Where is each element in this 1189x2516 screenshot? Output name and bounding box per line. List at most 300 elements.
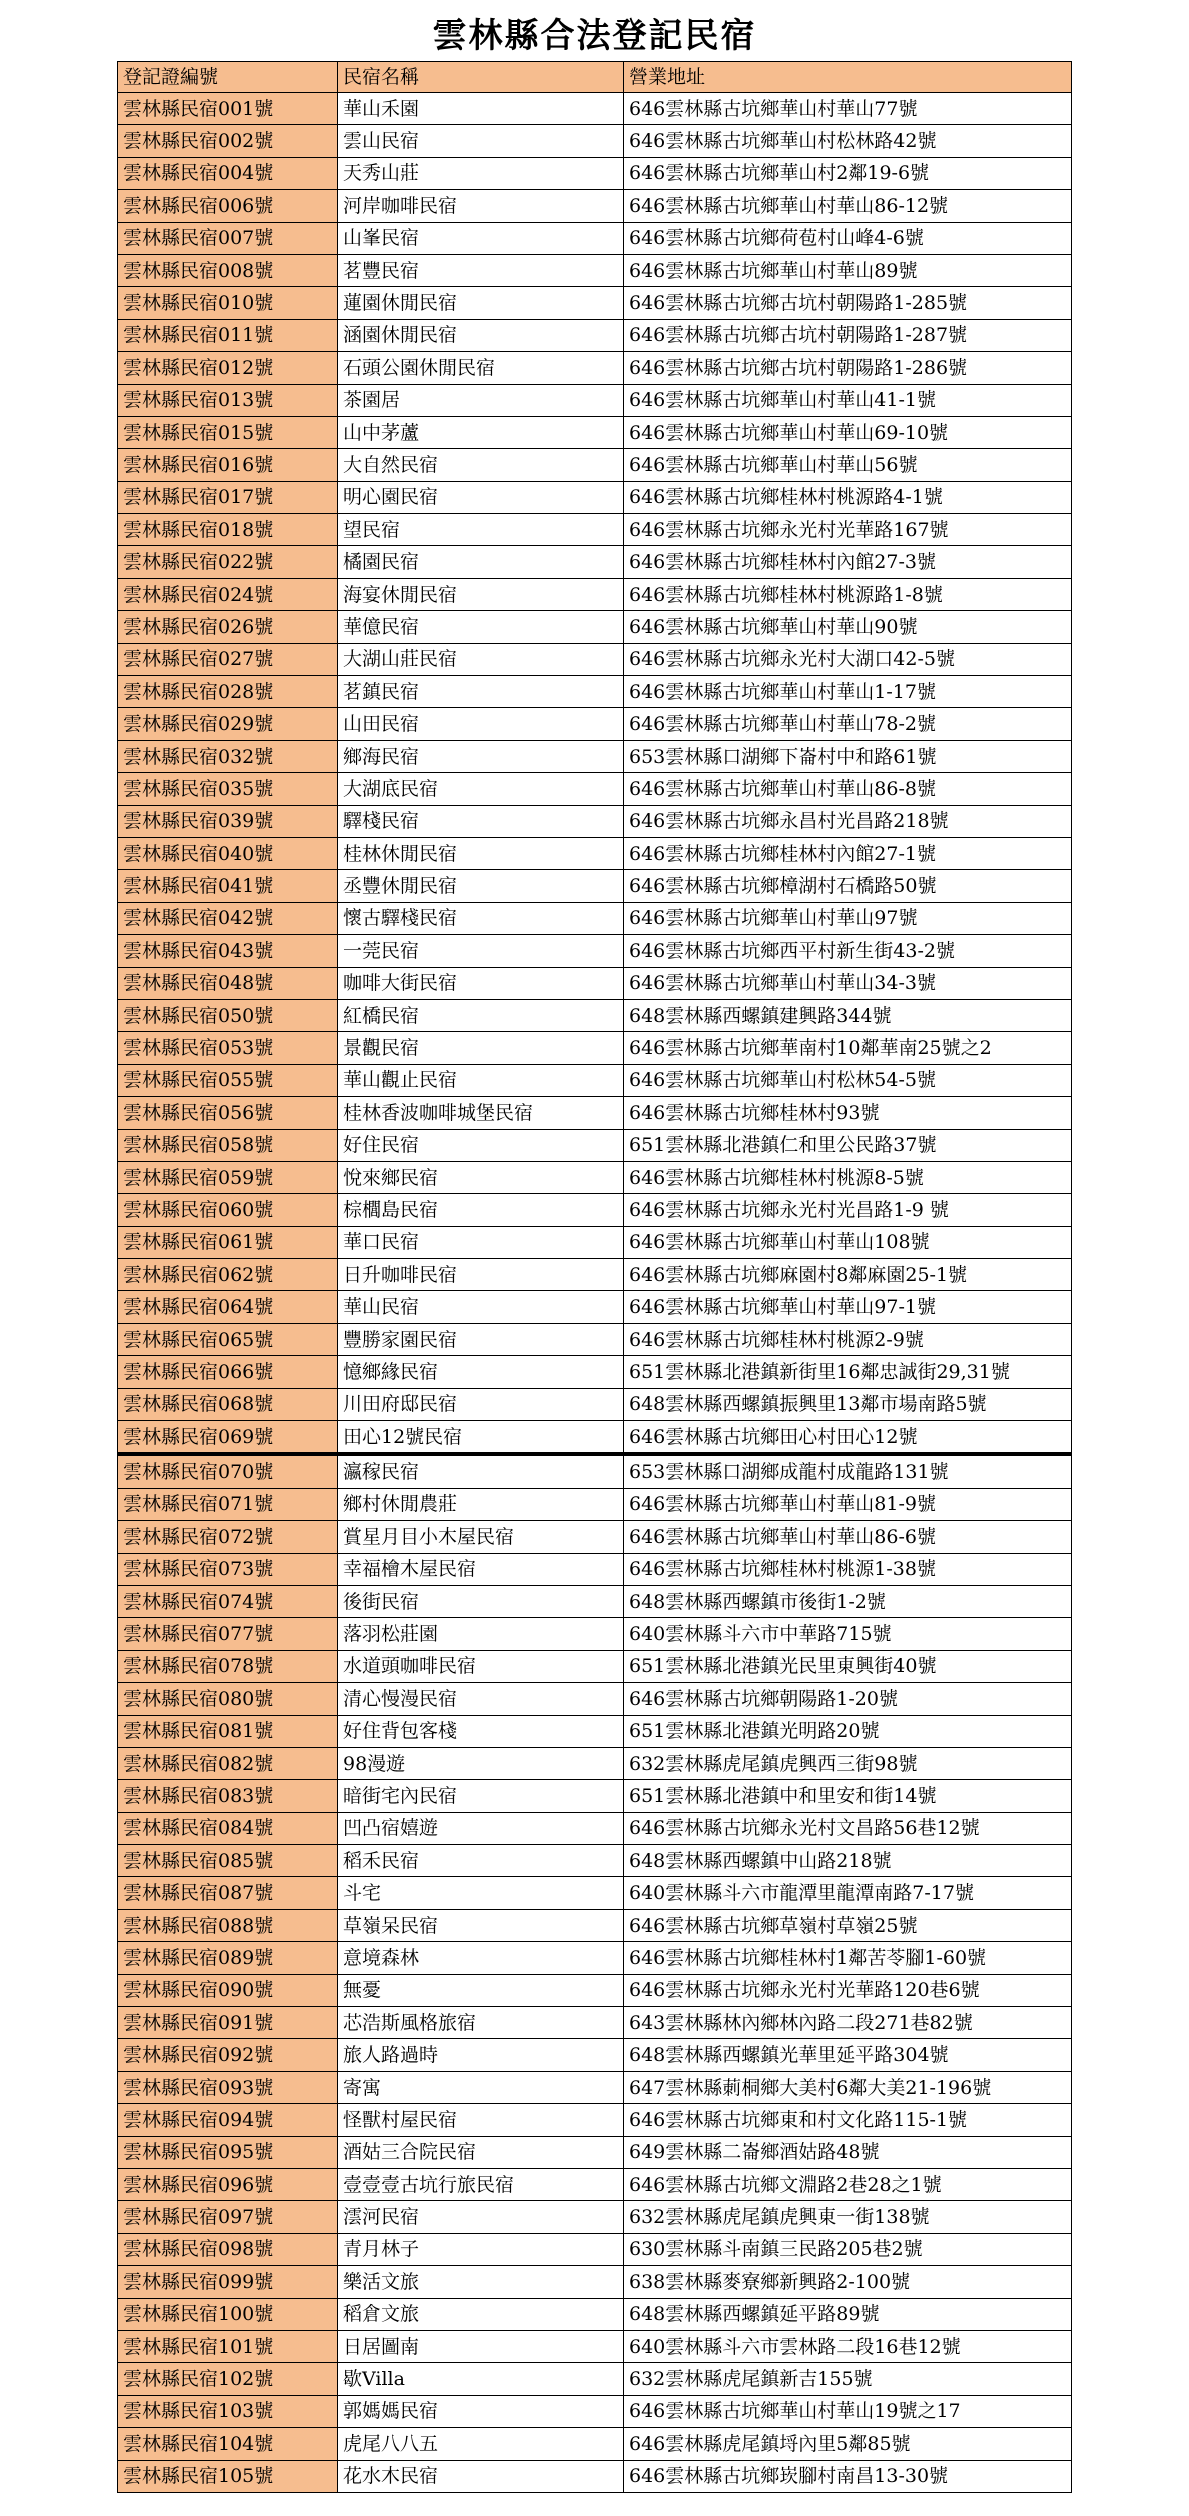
table-row <box>118 935 1072 967</box>
table-row <box>118 1259 1072 1291</box>
registration-number-cell: 雲林縣民宿072號 <box>118 1521 338 1553</box>
registration-number-cell: 雲林縣民宿040號 <box>118 837 338 869</box>
bnb-name-cell: 山中茅蘆 <box>338 416 624 448</box>
table-body <box>118 93 1072 2493</box>
address-cell: 646雲林縣古坑鄉華山村華山56號 <box>624 449 1072 481</box>
registration-number-cell: 雲林縣民宿039號 <box>118 805 338 837</box>
address-cell: 646雲林縣古坑鄉華山村華山78-2號 <box>624 708 1072 740</box>
registration-number-cell: 雲林縣民宿006號 <box>118 190 338 222</box>
address-cell: 646雲林縣古坑鄉華山村華山81-9號 <box>624 1488 1072 1520</box>
address-cell: 646雲林縣古坑鄉崁腳村南昌13-30號 <box>624 2460 1072 2492</box>
table-row <box>118 578 1072 610</box>
table-row <box>118 902 1072 934</box>
bnb-name-cell: 涵園休閒民宿 <box>338 319 624 351</box>
table-row <box>118 1942 1072 1974</box>
address-cell: 632雲林縣虎尾鎮虎興東一街138號 <box>624 2201 1072 2233</box>
bnb-name-cell: 山田民宿 <box>338 708 624 740</box>
address-cell: 646雲林縣古坑鄉桂林村桃源2-9號 <box>624 1323 1072 1355</box>
table-row <box>118 1618 1072 1650</box>
address-cell: 640雲林縣斗六市雲林路二段16巷12號 <box>624 2330 1072 2362</box>
registration-number-cell: 雲林縣民宿087號 <box>118 1877 338 1909</box>
registration-number-cell: 雲林縣民宿008號 <box>118 254 338 286</box>
bnb-name-cell: 明心園民宿 <box>338 481 624 513</box>
registration-number-cell: 雲林縣民宿056號 <box>118 1097 338 1129</box>
bnb-name-cell: 賞星月目小木屋民宿 <box>338 1521 624 1553</box>
address-cell: 646雲林縣古坑鄉華山村華山41-1號 <box>624 384 1072 416</box>
registration-number-cell: 雲林縣民宿065號 <box>118 1323 338 1355</box>
address-cell: 648雲林縣西螺鎮中山路218號 <box>624 1845 1072 1877</box>
bnb-name-cell: 斗宅 <box>338 1877 624 1909</box>
bnb-name-cell: 稻禾民宿 <box>338 1845 624 1877</box>
registration-number-cell: 雲林縣民宿017號 <box>118 481 338 513</box>
address-cell: 646雲林縣古坑鄉華山村華山86-8號 <box>624 773 1072 805</box>
bnb-name-cell: 暗街宅內民宿 <box>338 1780 624 1812</box>
table-row <box>118 481 1072 513</box>
table-row <box>118 2330 1072 2362</box>
table-row <box>118 222 1072 254</box>
table-row <box>118 805 1072 837</box>
address-cell: 630雲林縣斗南鎮三民路205巷2號 <box>624 2233 1072 2265</box>
registration-number-cell: 雲林縣民宿069號 <box>118 1421 338 1455</box>
registration-number-cell: 雲林縣民宿043號 <box>118 935 338 967</box>
table-row <box>118 1226 1072 1258</box>
address-cell: 649雲林縣二崙鄉酒姑路48號 <box>624 2136 1072 2168</box>
table-row <box>118 2169 1072 2201</box>
table-row <box>118 157 1072 189</box>
address-cell: 646雲林縣古坑鄉華山村華山69-10號 <box>624 416 1072 448</box>
address-cell: 646雲林縣古坑鄉永光村大湖口42-5號 <box>624 643 1072 675</box>
registration-number-cell: 雲林縣民宿091號 <box>118 2007 338 2039</box>
address-cell: 646雲林縣古坑鄉華山村華山89號 <box>624 254 1072 286</box>
address-cell: 646雲林縣古坑鄉華山村華山19號之17 <box>624 2395 1072 2427</box>
address-cell: 640雲林縣斗六市龍潭里龍潭南路7-17號 <box>624 1877 1072 1909</box>
bnb-name-cell: 天秀山莊 <box>338 157 624 189</box>
registration-number-cell: 雲林縣民宿001號 <box>118 93 338 125</box>
address-cell: 646雲林縣古坑鄉文淵路2巷28之1號 <box>624 2169 1072 2201</box>
registration-number-cell: 雲林縣民宿032號 <box>118 740 338 772</box>
bnb-name-cell: 悅來鄉民宿 <box>338 1161 624 1193</box>
registration-number-cell: 雲林縣民宿084號 <box>118 1812 338 1844</box>
bnb-name-cell: 一莞民宿 <box>338 935 624 967</box>
header-reg-no: 登記證編號 <box>118 62 338 93</box>
table-row <box>118 1356 1072 1388</box>
bnb-name-cell: 橘園民宿 <box>338 546 624 578</box>
address-cell: 646雲林縣古坑鄉永光村光昌路1-9 號 <box>624 1194 1072 1226</box>
address-cell: 646雲林縣古坑鄉桂林村內館27-3號 <box>624 546 1072 578</box>
registration-number-cell: 雲林縣民宿073號 <box>118 1553 338 1585</box>
bnb-name-cell: 歇Villa <box>338 2363 624 2395</box>
table-row <box>118 2071 1072 2103</box>
address-cell: 651雲林縣北港鎮新街里16鄰忠誠街29,31號 <box>624 1356 1072 1388</box>
bnb-name-cell: 落羽松莊園 <box>338 1618 624 1650</box>
address-cell: 646雲林縣古坑鄉華山村華山86-6號 <box>624 1521 1072 1553</box>
table-row <box>118 1488 1072 1520</box>
bnb-name-cell: 桂林香波咖啡城堡民宿 <box>338 1097 624 1129</box>
address-cell: 646雲林縣古坑鄉麻園村8鄰麻園25-1號 <box>624 1259 1072 1291</box>
registration-number-cell: 雲林縣民宿027號 <box>118 643 338 675</box>
registration-number-cell: 雲林縣民宿096號 <box>118 2169 338 2201</box>
table-row <box>118 1845 1072 1877</box>
table-row <box>118 1291 1072 1323</box>
table-row <box>118 1553 1072 1585</box>
registration-number-cell: 雲林縣民宿070號 <box>118 1454 338 1488</box>
registration-number-cell: 雲林縣民宿093號 <box>118 2071 338 2103</box>
table-row <box>118 1194 1072 1226</box>
bnb-name-cell: 花水木民宿 <box>338 2460 624 2492</box>
bnb-name-cell: 川田府邸民宿 <box>338 1388 624 1420</box>
bnb-name-cell: 澐河民宿 <box>338 2201 624 2233</box>
address-cell: 646雲林縣虎尾鎮埒內里5鄰85號 <box>624 2428 1072 2460</box>
registration-number-cell: 雲林縣民宿104號 <box>118 2428 338 2460</box>
address-cell: 646雲林縣古坑鄉永昌村光昌路218號 <box>624 805 1072 837</box>
table-row <box>118 1388 1072 1420</box>
table-row <box>118 967 1072 999</box>
table-row <box>118 999 1072 1031</box>
table-row <box>118 1683 1072 1715</box>
table-row <box>118 1974 1072 2006</box>
bnb-name-cell: 虎尾八八五 <box>338 2428 624 2460</box>
table-row <box>118 1097 1072 1129</box>
bnb-name-cell: 稻倉文旅 <box>338 2298 624 2330</box>
registration-number-cell: 雲林縣民宿028號 <box>118 676 338 708</box>
bnb-name-cell: 棕櫚島民宿 <box>338 1194 624 1226</box>
bnb-name-cell: 草嶺呆民宿 <box>338 1909 624 1941</box>
registration-number-cell: 雲林縣民宿015號 <box>118 416 338 448</box>
bnb-name-cell: 懷古驛棧民宿 <box>338 902 624 934</box>
table-row <box>118 287 1072 319</box>
address-cell: 646雲林縣古坑鄉桂林村桃源路4-1號 <box>624 481 1072 513</box>
bnb-name-cell: 芯浩斯風格旅宿 <box>338 2007 624 2039</box>
address-cell: 646雲林縣古坑鄉朝陽路1-20號 <box>624 1683 1072 1715</box>
bnb-name-cell: 景觀民宿 <box>338 1032 624 1064</box>
bnb-name-cell: 驛棧民宿 <box>338 805 624 837</box>
address-cell: 646雲林縣古坑鄉桂林村桃源路1-8號 <box>624 578 1072 610</box>
header-name: 民宿名稱 <box>338 62 624 93</box>
bnb-name-cell: 好住民宿 <box>338 1129 624 1161</box>
table-row <box>118 1780 1072 1812</box>
table-row <box>118 1650 1072 1682</box>
registration-number-cell: 雲林縣民宿097號 <box>118 2201 338 2233</box>
address-cell: 646雲林縣古坑鄉永光村文昌路56巷12號 <box>624 1812 1072 1844</box>
table-row <box>118 611 1072 643</box>
bnb-name-cell: 華山觀止民宿 <box>338 1064 624 1096</box>
address-cell: 648雲林縣西螺鎮建興路344號 <box>624 999 1072 1031</box>
table-row <box>118 1715 1072 1747</box>
table-row <box>118 190 1072 222</box>
bnb-registry-table <box>117 61 1072 2493</box>
bnb-name-cell: 後街民宿 <box>338 1585 624 1617</box>
registration-number-cell: 雲林縣民宿022號 <box>118 546 338 578</box>
address-cell: 646雲林縣古坑鄉桂林村內館27-1號 <box>624 837 1072 869</box>
bnb-name-cell: 田心12號民宿 <box>338 1421 624 1455</box>
bnb-name-cell: 憶鄉緣民宿 <box>338 1356 624 1388</box>
bnb-name-cell: 華口民宿 <box>338 1226 624 1258</box>
bnb-name-cell: 無憂 <box>338 1974 624 2006</box>
table-row <box>118 352 1072 384</box>
registration-number-cell: 雲林縣民宿071號 <box>118 1488 338 1520</box>
registration-number-cell: 雲林縣民宿083號 <box>118 1780 338 1812</box>
registration-number-cell: 雲林縣民宿042號 <box>118 902 338 934</box>
registration-number-cell: 雲林縣民宿102號 <box>118 2363 338 2395</box>
table-row <box>118 514 1072 546</box>
address-cell: 646雲林縣古坑鄉華山村松林54-5號 <box>624 1064 1072 1096</box>
bnb-name-cell: 望民宿 <box>338 514 624 546</box>
registration-number-cell: 雲林縣民宿010號 <box>118 287 338 319</box>
address-cell: 646雲林縣古坑鄉古坑村朝陽路1-285號 <box>624 287 1072 319</box>
table-row <box>118 1909 1072 1941</box>
registration-number-cell: 雲林縣民宿082號 <box>118 1747 338 1779</box>
bnb-name-cell: 酒姑三合院民宿 <box>338 2136 624 2168</box>
registration-number-cell: 雲林縣民宿068號 <box>118 1388 338 1420</box>
bnb-name-cell: 旅人路過時 <box>338 2039 624 2071</box>
table-row <box>118 2007 1072 2039</box>
registration-number-cell: 雲林縣民宿024號 <box>118 578 338 610</box>
table-row <box>118 1454 1072 1488</box>
address-cell: 646雲林縣古坑鄉華山村華山97-1號 <box>624 1291 1072 1323</box>
registration-number-cell: 雲林縣民宿095號 <box>118 2136 338 2168</box>
registration-number-cell: 雲林縣民宿002號 <box>118 125 338 157</box>
table-row <box>118 2395 1072 2427</box>
registration-number-cell: 雲林縣民宿055號 <box>118 1064 338 1096</box>
address-cell: 646雲林縣古坑鄉華南村10鄰華南25號之2 <box>624 1032 1072 1064</box>
bnb-name-cell: 茶園居 <box>338 384 624 416</box>
registration-number-cell: 雲林縣民宿016號 <box>118 449 338 481</box>
registration-number-cell: 雲林縣民宿090號 <box>118 1974 338 2006</box>
registration-number-cell: 雲林縣民宿029號 <box>118 708 338 740</box>
registration-number-cell: 雲林縣民宿074號 <box>118 1585 338 1617</box>
table-row <box>118 1877 1072 1909</box>
bnb-name-cell: 華山禾園 <box>338 93 624 125</box>
registration-number-cell: 雲林縣民宿081號 <box>118 1715 338 1747</box>
address-cell: 648雲林縣西螺鎮振興里13鄰市場南路5號 <box>624 1388 1072 1420</box>
address-cell: 648雲林縣西螺鎮光華里延平路304號 <box>624 2039 1072 2071</box>
registration-number-cell: 雲林縣民宿089號 <box>118 1942 338 1974</box>
table-row <box>118 2039 1072 2071</box>
registration-number-cell: 雲林縣民宿077號 <box>118 1618 338 1650</box>
bnb-name-cell: 紅橋民宿 <box>338 999 624 1031</box>
bnb-name-cell: 大自然民宿 <box>338 449 624 481</box>
address-cell: 653雲林縣口湖鄉下崙村中和路61號 <box>624 740 1072 772</box>
bnb-name-cell: 凹凸宿嬉遊 <box>338 1812 624 1844</box>
address-cell: 646雲林縣古坑鄉桂林村桃源8-5號 <box>624 1161 1072 1193</box>
address-cell: 653雲林縣口湖鄉成龍村成龍路131號 <box>624 1454 1072 1488</box>
bnb-name-cell: 丞豐休閒民宿 <box>338 870 624 902</box>
table-row <box>118 1323 1072 1355</box>
table-row <box>118 1521 1072 1553</box>
table-row <box>118 1161 1072 1193</box>
table-row <box>118 2104 1072 2136</box>
bnb-name-cell: 山峯民宿 <box>338 222 624 254</box>
table-row <box>118 1747 1072 1779</box>
bnb-name-cell: 鄉村休閒農莊 <box>338 1488 624 1520</box>
table-row <box>118 449 1072 481</box>
bnb-name-cell: 瀛稼民宿 <box>338 1454 624 1488</box>
address-cell: 648雲林縣西螺鎮市後街1-2號 <box>624 1585 1072 1617</box>
bnb-name-cell: 桂林休閒民宿 <box>338 837 624 869</box>
bnb-name-cell: 華山民宿 <box>338 1291 624 1323</box>
bnb-name-cell: 雲山民宿 <box>338 125 624 157</box>
table-row <box>118 1064 1072 1096</box>
table-row <box>118 93 1072 125</box>
bnb-name-cell: 青月林子 <box>338 2233 624 2265</box>
address-cell: 647雲林縣莿桐鄉大美村6鄰大美21-196號 <box>624 2071 1072 2103</box>
registration-number-cell: 雲林縣民宿004號 <box>118 157 338 189</box>
table-row <box>118 2428 1072 2460</box>
registration-number-cell: 雲林縣民宿101號 <box>118 2330 338 2362</box>
bnb-name-cell: 海宴休閒民宿 <box>338 578 624 610</box>
registration-number-cell: 雲林縣民宿085號 <box>118 1845 338 1877</box>
table-row <box>118 1812 1072 1844</box>
bnb-name-cell: 河岸咖啡民宿 <box>338 190 624 222</box>
registration-number-cell: 雲林縣民宿080號 <box>118 1683 338 1715</box>
address-cell: 651雲林縣北港鎮光民里東興街40號 <box>624 1650 1072 1682</box>
registration-number-cell: 雲林縣民宿053號 <box>118 1032 338 1064</box>
bnb-name-cell: 大湖底民宿 <box>338 773 624 805</box>
registration-number-cell: 雲林縣民宿092號 <box>118 2039 338 2071</box>
registration-number-cell: 雲林縣民宿013號 <box>118 384 338 416</box>
table-row <box>118 773 1072 805</box>
address-cell: 646雲林縣古坑鄉華山村松林路42號 <box>624 125 1072 157</box>
bnb-name-cell: 怪獸村屋民宿 <box>338 2104 624 2136</box>
bnb-name-cell: 意境森林 <box>338 1942 624 1974</box>
address-cell: 648雲林縣西螺鎮延平路89號 <box>624 2298 1072 2330</box>
table-row <box>118 2266 1072 2298</box>
address-cell: 646雲林縣古坑鄉華山村華山34-3號 <box>624 967 1072 999</box>
address-cell: 651雲林縣北港鎮仁和里公民路37號 <box>624 1129 1072 1161</box>
bnb-name-cell: 茗豐民宿 <box>338 254 624 286</box>
bnb-name-cell: 清心慢漫民宿 <box>338 1683 624 1715</box>
table-row <box>118 2460 1072 2492</box>
address-cell: 646雲林縣古坑鄉桂林村1鄰苦苓腳1-60號 <box>624 1942 1072 1974</box>
registration-number-cell: 雲林縣民宿061號 <box>118 1226 338 1258</box>
bnb-name-cell: 好住背包客棧 <box>338 1715 624 1747</box>
registration-number-cell: 雲林縣民宿100號 <box>118 2298 338 2330</box>
registration-number-cell: 雲林縣民宿059號 <box>118 1161 338 1193</box>
table-row <box>118 384 1072 416</box>
table-row <box>118 546 1072 578</box>
address-cell: 646雲林縣古坑鄉古坑村朝陽路1-286號 <box>624 352 1072 384</box>
bnb-name-cell: 華億民宿 <box>338 611 624 643</box>
bnb-name-cell: 郭媽媽民宿 <box>338 2395 624 2427</box>
bnb-name-cell: 寄寓 <box>338 2071 624 2103</box>
address-cell: 646雲林縣古坑鄉桂林村桃源1-38號 <box>624 1553 1072 1585</box>
registration-number-cell: 雲林縣民宿012號 <box>118 352 338 384</box>
address-cell: 646雲林縣古坑鄉東和村文化路115-1號 <box>624 2104 1072 2136</box>
bnb-name-cell: 壹壹壹古坑行旅民宿 <box>338 2169 624 2201</box>
address-cell: 646雲林縣古坑鄉華山村華山97號 <box>624 902 1072 934</box>
table-row <box>118 1585 1072 1617</box>
table-row <box>118 416 1072 448</box>
registration-number-cell: 雲林縣民宿050號 <box>118 999 338 1031</box>
bnb-name-cell: 咖啡大街民宿 <box>338 967 624 999</box>
header-address: 營業地址 <box>624 62 1072 93</box>
bnb-name-cell: 蓮園休閒民宿 <box>338 287 624 319</box>
address-cell: 640雲林縣斗六市中華路715號 <box>624 1618 1072 1650</box>
bnb-name-cell: 幸福檜木屋民宿 <box>338 1553 624 1585</box>
address-cell: 646雲林縣古坑鄉桂林村93號 <box>624 1097 1072 1129</box>
table-row <box>118 740 1072 772</box>
registration-number-cell: 雲林縣民宿041號 <box>118 870 338 902</box>
registration-number-cell: 雲林縣民宿078號 <box>118 1650 338 1682</box>
registration-number-cell: 雲林縣民宿066號 <box>118 1356 338 1388</box>
bnb-name-cell: 日居圖南 <box>338 2330 624 2362</box>
table-row <box>118 870 1072 902</box>
address-cell: 646雲林縣古坑鄉樟湖村石橋路50號 <box>624 870 1072 902</box>
address-cell: 646雲林縣古坑鄉永光村光華路167號 <box>624 514 1072 546</box>
registration-number-cell: 雲林縣民宿018號 <box>118 514 338 546</box>
table-row <box>118 2201 1072 2233</box>
address-cell: 643雲林縣林內鄉林內路二段271巷82號 <box>624 2007 1072 2039</box>
address-cell: 646雲林縣古坑鄉華山村華山90號 <box>624 611 1072 643</box>
table-row <box>118 1032 1072 1064</box>
table-row <box>118 1129 1072 1161</box>
address-cell: 638雲林縣麥寮鄉新興路2-100號 <box>624 2266 1072 2298</box>
registration-number-cell: 雲林縣民宿007號 <box>118 222 338 254</box>
registration-number-cell: 雲林縣民宿048號 <box>118 967 338 999</box>
bnb-name-cell: 茗鎮民宿 <box>338 676 624 708</box>
bnb-name-cell: 98漫遊 <box>338 1747 624 1779</box>
table-row <box>118 676 1072 708</box>
bnb-name-cell: 樂活文旅 <box>338 2266 624 2298</box>
table-row <box>118 643 1072 675</box>
registration-number-cell: 雲林縣民宿062號 <box>118 1259 338 1291</box>
address-cell: 651雲林縣北港鎮光明路20號 <box>624 1715 1072 1747</box>
address-cell: 646雲林縣古坑鄉永光村光華路120巷6號 <box>624 1974 1072 2006</box>
table-row <box>118 2298 1072 2330</box>
page-title: 雲林縣合法登記民宿 <box>432 16 757 56</box>
address-cell: 651雲林縣北港鎮中和里安和街14號 <box>624 1780 1072 1812</box>
table-row <box>118 1421 1072 1455</box>
table-row <box>118 2363 1072 2395</box>
registration-number-cell: 雲林縣民宿060號 <box>118 1194 338 1226</box>
registration-number-cell: 雲林縣民宿094號 <box>118 2104 338 2136</box>
registration-number-cell: 雲林縣民宿099號 <box>118 2266 338 2298</box>
bnb-name-cell: 鄉海民宿 <box>338 740 624 772</box>
registration-number-cell: 雲林縣民宿088號 <box>118 1909 338 1941</box>
table-row <box>118 2136 1072 2168</box>
registration-number-cell: 雲林縣民宿105號 <box>118 2460 338 2492</box>
bnb-name-cell: 日升咖啡民宿 <box>338 1259 624 1291</box>
address-cell: 632雲林縣虎尾鎮新吉155號 <box>624 2363 1072 2395</box>
table-row <box>118 708 1072 740</box>
table-row <box>118 125 1072 157</box>
address-cell: 646雲林縣古坑鄉華山村華山1-17號 <box>624 676 1072 708</box>
address-cell: 646雲林縣古坑鄉田心村田心12號 <box>624 1421 1072 1455</box>
registration-number-cell: 雲林縣民宿098號 <box>118 2233 338 2265</box>
address-cell: 632雲林縣虎尾鎮虎興西三街98號 <box>624 1747 1072 1779</box>
table-row <box>118 2233 1072 2265</box>
address-cell: 646雲林縣古坑鄉草嶺村草嶺25號 <box>624 1909 1072 1941</box>
registration-number-cell: 雲林縣民宿026號 <box>118 611 338 643</box>
registration-number-cell: 雲林縣民宿035號 <box>118 773 338 805</box>
registration-number-cell: 雲林縣民宿064號 <box>118 1291 338 1323</box>
registration-number-cell: 雲林縣民宿058號 <box>118 1129 338 1161</box>
bnb-name-cell: 大湖山莊民宿 <box>338 643 624 675</box>
table-row <box>118 254 1072 286</box>
address-cell: 646雲林縣古坑鄉華山村華山77號 <box>624 93 1072 125</box>
address-cell: 646雲林縣古坑鄉古坑村朝陽路1-287號 <box>624 319 1072 351</box>
address-cell: 646雲林縣古坑鄉荷苞村山峰4-6號 <box>624 222 1072 254</box>
address-cell: 646雲林縣古坑鄉華山村2鄰19-6號 <box>624 157 1072 189</box>
table-header-row <box>118 62 1072 93</box>
table-row <box>118 319 1072 351</box>
bnb-name-cell: 水道頭咖啡民宿 <box>338 1650 624 1682</box>
bnb-name-cell: 石頭公園休閒民宿 <box>338 352 624 384</box>
address-cell: 646雲林縣古坑鄉華山村華山108號 <box>624 1226 1072 1258</box>
bnb-name-cell: 豐勝家園民宿 <box>338 1323 624 1355</box>
registration-number-cell: 雲林縣民宿011號 <box>118 319 338 351</box>
address-cell: 646雲林縣古坑鄉西平村新生街43-2號 <box>624 935 1072 967</box>
